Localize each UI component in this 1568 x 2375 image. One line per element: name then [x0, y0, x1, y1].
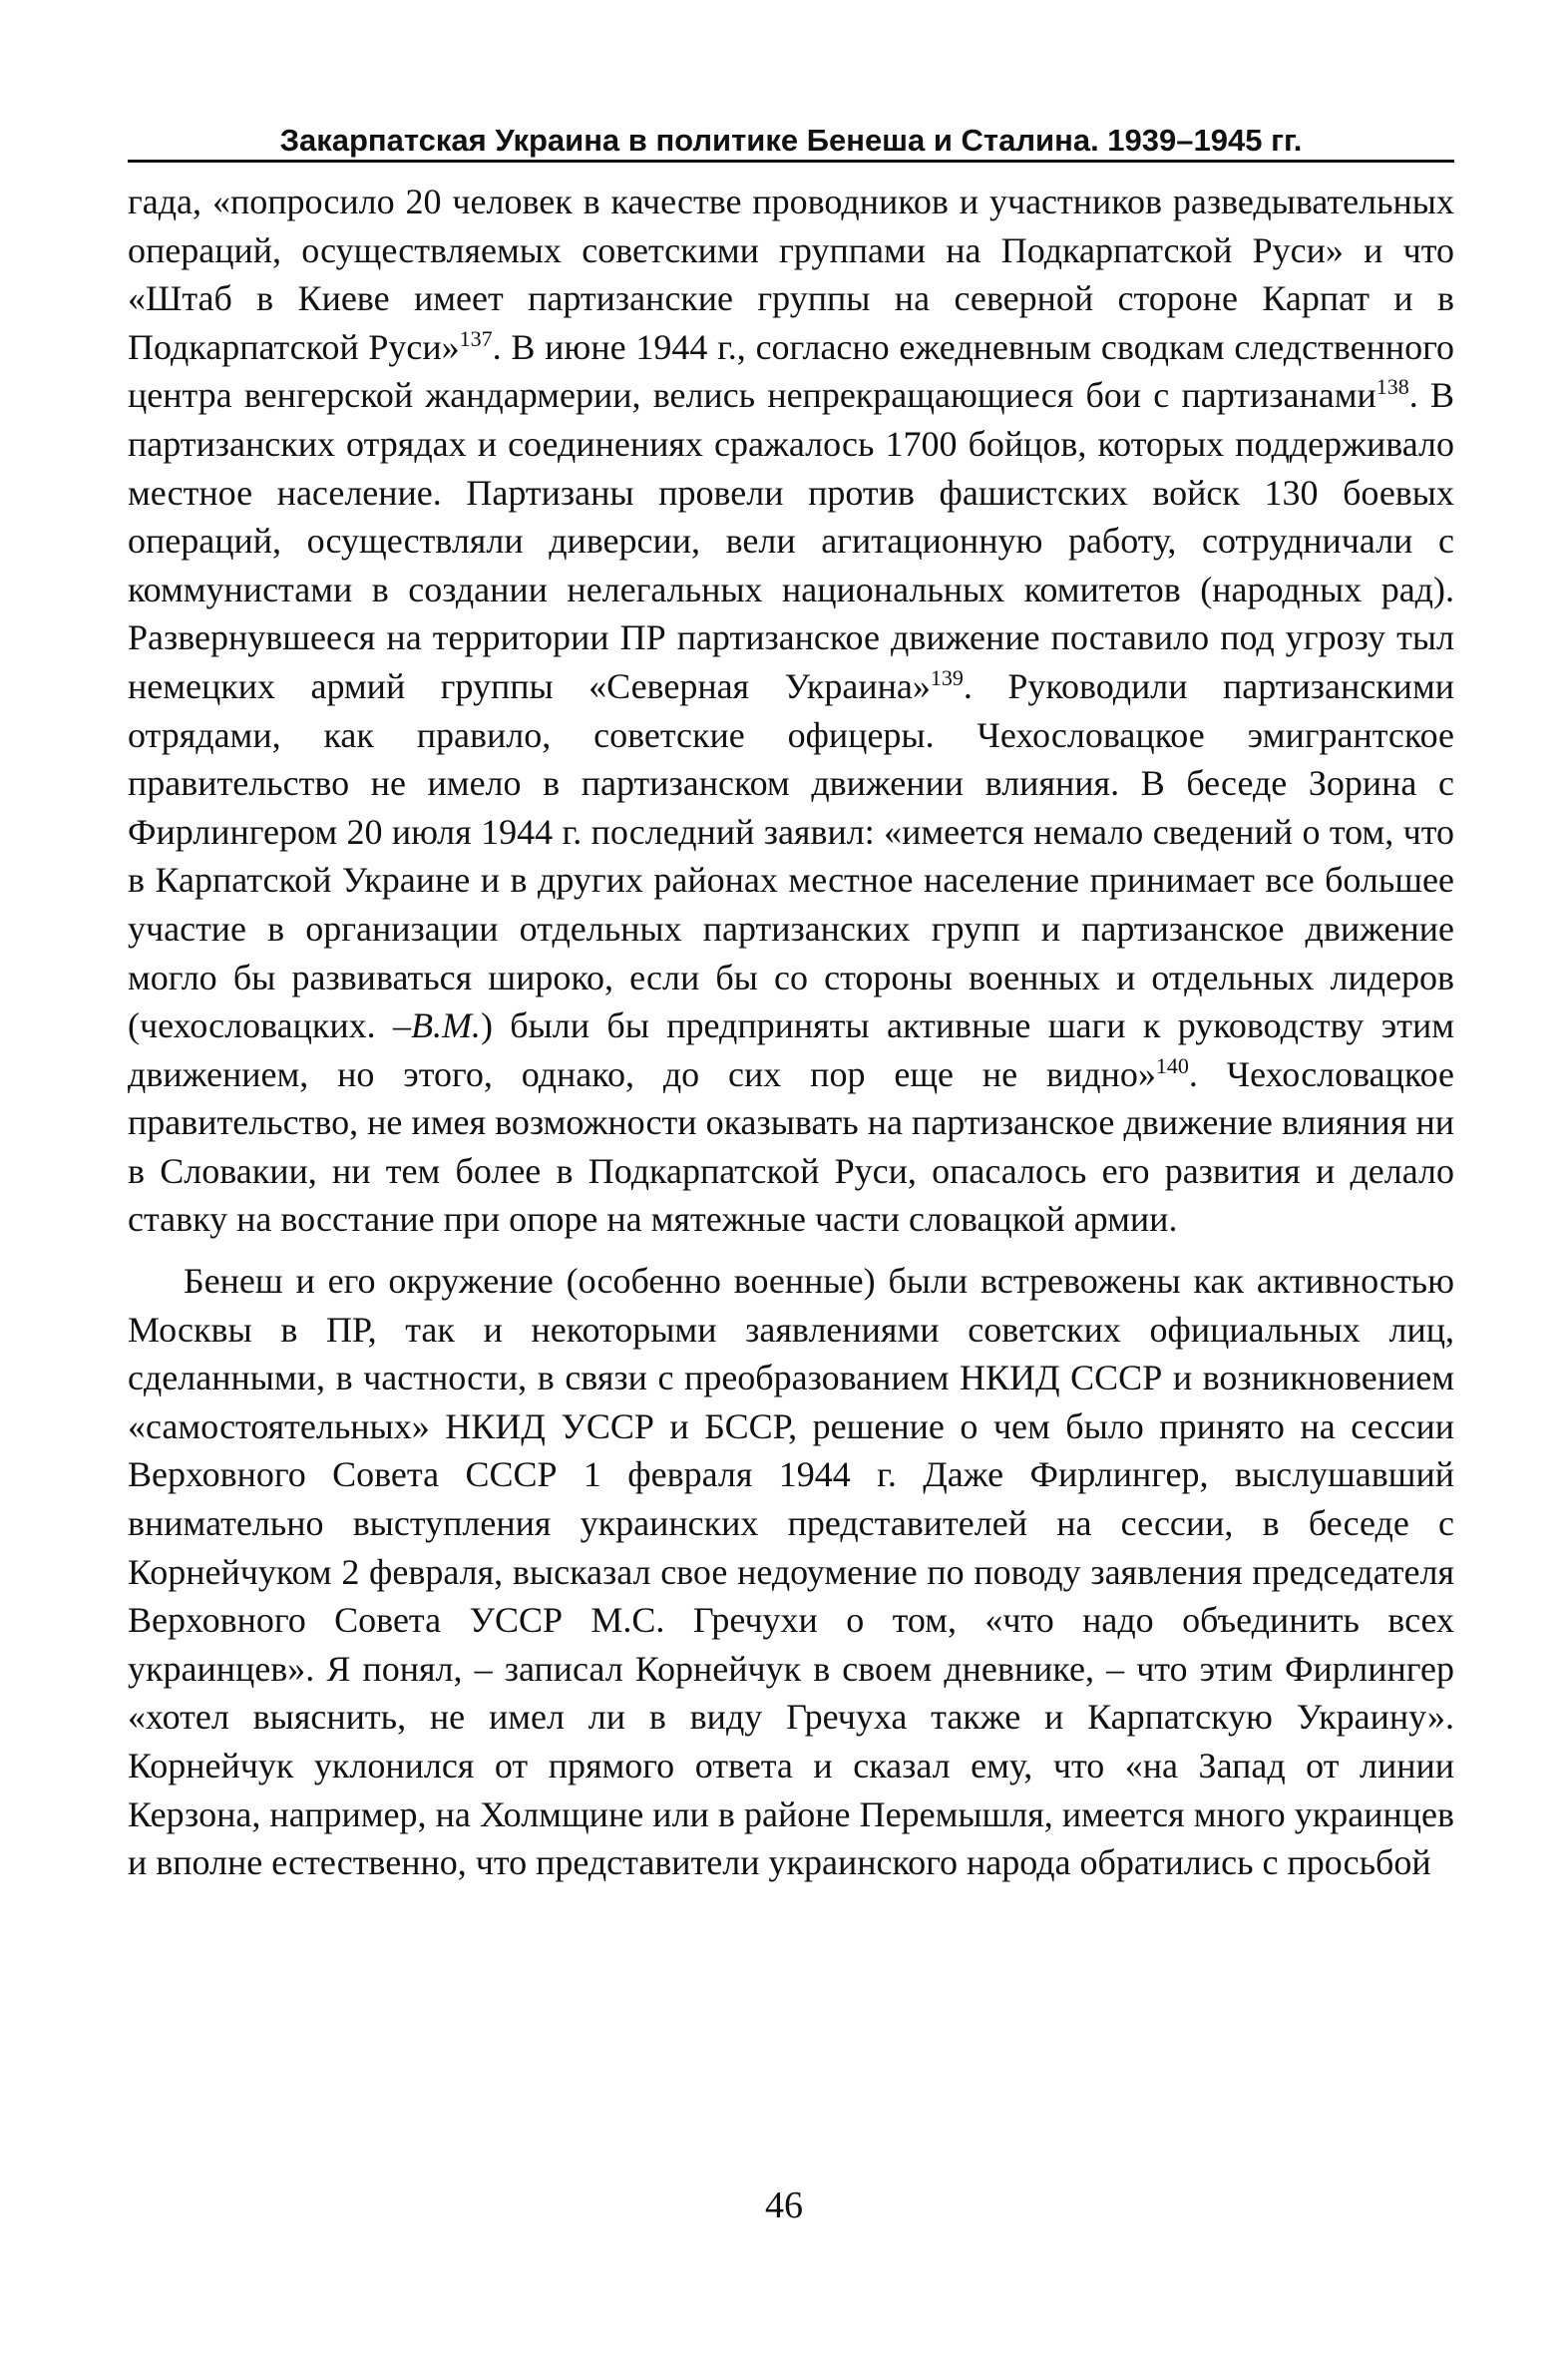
- paragraph-1-segment-4: . Руководили партизанскими отрядами, как правило, советские офицеры. Чехословацкое эмигрантское правительство не имело в партизанском движении влияния. В беседе Зорина с Фирлингером 20 июля 1944 г. последний заявил: «имеется немало сведений о том, что в Карпатской Украине и в других районах местное население принимает все большее участие в организации отдельных партизанских групп и партизанское движение могло бы развиваться широко, если бы со стороны военных и отдельных лидеров (чехословацких. –: [128, 665, 1454, 1046]
- header-rule: [128, 160, 1454, 163]
- footnote-ref-139: 139: [930, 664, 964, 690]
- footnote-ref-140: 140: [1155, 1052, 1189, 1078]
- running-header: Закарпатская Украина в политике Бенеша и Сталина. 1939–1945 гг.: [279, 123, 1303, 158]
- page-number: 46: [765, 2184, 803, 2226]
- paragraph-1-segment-3: . В партизанских отрядах и соединениях сражалось 1700 бойцов, которых поддерживало местное население. Партизаны провели против фашистских войск 130 боевых операций, осуществляли диверсии, вели агитационную работу, сотрудничали с коммунистами в создании нелегальных национальных комитетов (народных рад). Развернувшееся на территории ПР партизанское движение поставило под угрозу тыл немецких армий группы «Северная Украина»: [128, 375, 1455, 706]
- footnote-ref-137: 137: [459, 325, 493, 351]
- paragraph-1-segment-2: . В июне 1944 г., согласно ежедневным сводкам следственного центра венгерской жандармерии, велись непрекращающиеся бои с партизанами: [128, 326, 1454, 416]
- body-text: [128, 178, 1454, 1887]
- paragraph-2: Бенеш и его окружение (особенно военные) были встревожены как активностью Москвы в ПР, так и некоторыми заявлениями советских официальных лиц, сделанными, в частности, в связи с преобразованием НКИД СССР и возникновением «самостоятельных» НКИД УССР и БССР, решение о чем было принято на сессии Верховного Совета СССР 1 февраля 1944 г. Даже Фирлингер, выслушавший внимательно выступления украинских представителей на сессии, в беседе с Корнейчуком 2 февраля, высказал свое недоумение по поводу заявления председателя Верховного Совета УССР М.С. Гречухи о том, «что надо объединить всех украинцев». Я понял, – записал Корнейчук в своем дневнике, – что этим Фирлингер «хотел выяснить, не имел ли в виду Гречуха также и Карпатскую Украину». Корнейчук уклонился от прямого ответа и сказал ему, что «на Запад от линии Керзона, например, на Холмщине или в районе Перемышля, имеется много украинцев и вполне естественно, что представители украинского народа обратились с просьбой: [128, 1261, 1454, 1883]
- paragraph-1-segment-6: . Чехословацкое правительство, не имея возможности оказывать на партизанское движение влияния ни в Словакии, ни тем более в Подкарпатской Руси, опасалось его развития и делало ставку на восстание при опоре на мятежные части словацкой армии.: [128, 1053, 1454, 1240]
- paragraph-1-segment-1: гада, «попросило 20 человек в качестве проводников и участников разведывательных операций, осуществляемых советскими группами на Подкарпатской Руси» и что «Штаб в Киеве имеет партизанские группы на северной стороне Карпат и в Подкарпатской Руси»: [128, 182, 1454, 367]
- footnote-ref-138: 138: [1375, 374, 1409, 400]
- author-initials: В.М.: [410, 1005, 481, 1046]
- paragraph-1-segment-5: ) были бы предприняты активные шаги к руководству этим движением, но этого, однако, до сих пор еще не видно»: [128, 1005, 1454, 1094]
- paragraph-1: [128, 178, 1454, 1244]
